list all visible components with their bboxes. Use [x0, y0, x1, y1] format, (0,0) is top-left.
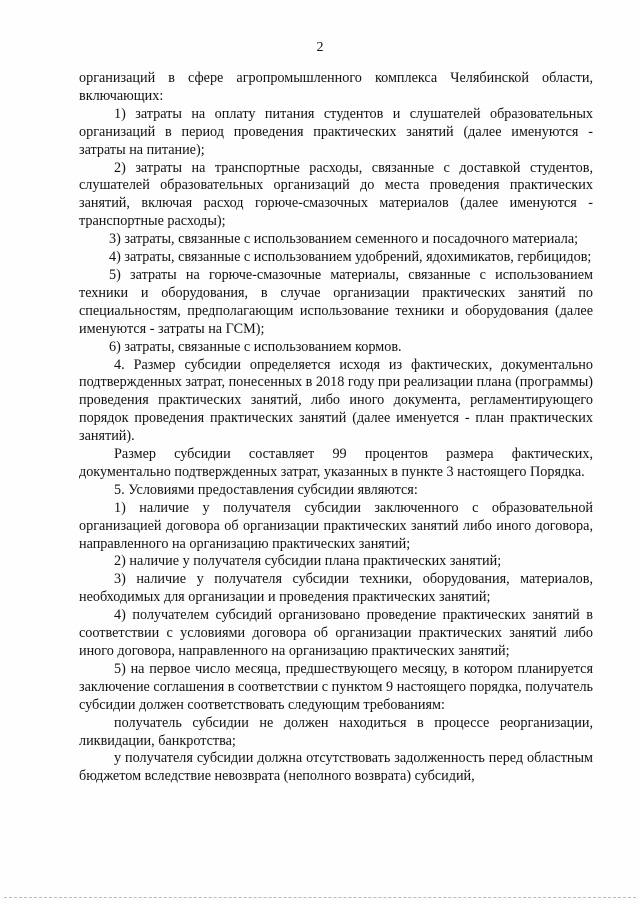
paragraph-condition-4: 4) получателем субсидий организовано проведение практических занятий в соответствии с условиями договора об организации практических занятий либо иного договора, направленного на организацию практических занятий;: [79, 607, 593, 659]
page-bottom-edge: [4, 897, 636, 898]
paragraph-section-5-conditions: 5. Условиями предоставления субсидии являются:: [114, 481, 418, 498]
paragraph-condition-1: 1) наличие у получателя субсидии заключенного с образовательной организацией договора об организации практических занятий либо иного договора, направленного на организацию практических занятий;: [79, 499, 593, 552]
paragraph-item-6-feed-costs: 6) затраты, связанные с использованием кормов.: [109, 338, 402, 355]
paragraph-requirement-debt: у получателя субсидии должна отсутствовать задолженность перед областным бюджетом вследствие невозврата (неполного возврата) субсидий,: [79, 750, 593, 785]
paragraph-subsidy-percent: Размер субсидии составляет 99 процентов размера фактических, документально подтвержденных затрат, указанных в пункте 3 настоящего Порядка.: [79, 446, 593, 480]
document-body: [79, 70, 593, 786]
paragraph-condition-5: 5) на первое число месяца, предшествующего месяцу, в котором планируется заключение соглашения в соответствии с пунктом 9 настоящего порядка, получатель субсидии должен соответствовать следующим требованиям:: [79, 660, 593, 713]
paragraph-condition-2: 2) наличие у получателя субсидии плана практических занятий;: [114, 553, 502, 570]
paragraph-item-4-fertilizer-costs: 4) затраты, связанные с использованием удобрений, ядохимикатов, гербицидов;: [109, 249, 592, 266]
paragraph-item-5-fuel-costs: 5) затраты на горюче-смазочные материалы, связанные с использованием техники и оборудования, в случае организации практических занятий по специальностям, предполагающим использование техники и оборудования (далее именуются - затраты на ГСМ);: [79, 266, 593, 337]
paragraph-item-2-transport-costs: 2) затраты на транспортные расходы, связанные с доставкой студентов, слушателей образовательных организаций до места проведения практических занятий, включая расход горюче-смазочных материалов (далее именуются - транспортные расходы);: [79, 159, 593, 230]
paragraph-intro-continuation: организаций в сфере агропромышленного комплекса Челябинской области, включающих:: [79, 70, 593, 104]
page-number: 2: [316, 40, 324, 55]
paragraph-requirement-reorganization: получатель субсидии не должен находиться в процессе реорганизации, ликвидации, банкротства;: [79, 714, 593, 749]
paragraph-item-1-food-costs: 1) затраты на оплату питания студентов и слушателей образовательных организаций в период проведения практических занятий (далее именуются - затраты на питание);: [79, 105, 593, 158]
paragraph-condition-3: 3) наличие у получателя субсидии техники, оборудования, материалов, необходимых для организации и проведения практических занятий;: [79, 571, 593, 606]
paragraph-section-4-subsidy-size: 4. Размер субсидии определяется исходя из фактических, документально подтвержденных затрат, понесенных в 2018 году при реализации плана (программы) проведения практических занятий, либо иного документа, регламентирующего порядок проведения практических занятий (далее именуется - план практических занятий).: [79, 356, 593, 445]
paragraph-item-3-seed-costs: 3) затраты, связанные с использованием семенного и посадочного материала;: [109, 231, 579, 248]
